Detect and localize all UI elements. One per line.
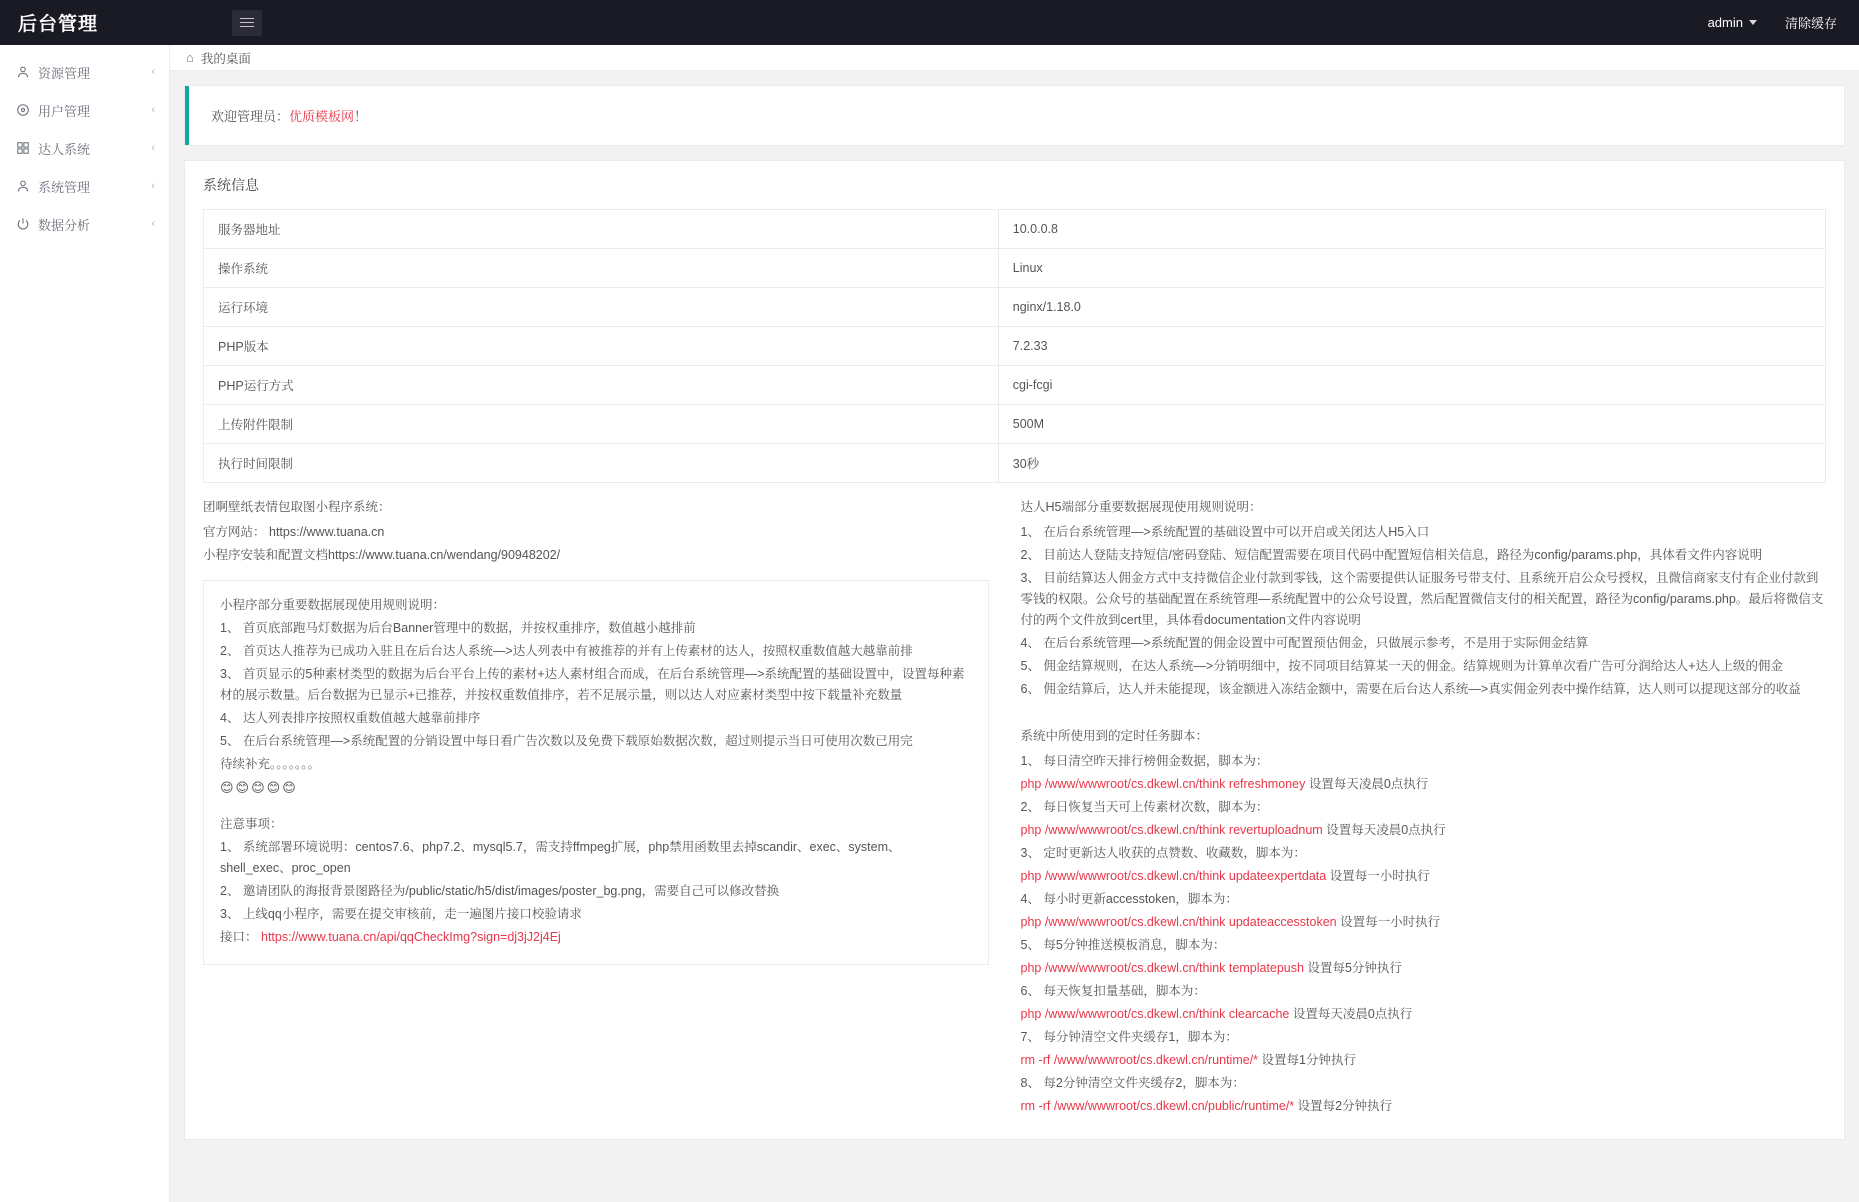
cron-desc: 8、 每2分钟清空文件夹缓存2，脚本为：	[1020, 1076, 1245, 1090]
cron-command: php /www/wwwroot/cs.dkewl.cn/think templatepush	[1020, 961, 1304, 975]
intro-block	[203, 497, 989, 566]
cron-command-line	[1021, 774, 1827, 795]
rule-line: 3、 首页显示的5种素材类型的数据为后台平台上传的素材+达人素材组合而成，在后台系统管理—>系统配置的基础设置中，设置每种素材的展示数量。后台数据为已显示+已推荐，并按权重数值排序，若不足展示量，则以达人对应素材类型中按下载量补充数量	[220, 667, 965, 702]
sidebar	[0, 45, 170, 1202]
emoji-row: 😊😊😊😊😊	[220, 780, 298, 795]
intro-title: 团啊壁纸表情包取图小程序系统：	[203, 500, 391, 514]
sidebar-item-label: 用户管理	[38, 103, 91, 119]
cron-command: rm -rf /www/wwwroot/cs.dkewl.cn/runtime/*	[1020, 1053, 1259, 1067]
table-row	[204, 249, 1826, 288]
cron-note: 设置每天凌晨0点执行	[1292, 1007, 1413, 1021]
chevron-left-icon: ‹	[151, 142, 155, 154]
page-layout	[0, 45, 1859, 1202]
notice-line: 1、 系统部署环境说明：centos7.6、php7.2、mysql5.7，需支持ffmpeg扩展，php禁用函数里去掉scandir、exec、system、shell_exec、proc_open	[220, 840, 901, 875]
top-bar	[0, 0, 1859, 45]
cron-command-line	[1021, 912, 1827, 933]
api-line	[220, 927, 972, 948]
row-value: cgi-fcgi	[998, 366, 1825, 405]
grid-icon	[16, 141, 38, 155]
api-link[interactable]: https://www.tuana.cn/api/qqCheckImg?sign=dj3jJ2j4Ej	[261, 930, 561, 944]
cron-command: php /www/wwwroot/cs.dkewl.cn/think refreshmoney	[1020, 777, 1306, 791]
miniprogram-rules-title: 小程序部分重要数据展现使用规则说明：	[220, 598, 446, 612]
sidebar-item-resource[interactable]	[0, 57, 169, 87]
row-value: nginx/1.18.0	[998, 288, 1825, 327]
eye-icon	[16, 103, 38, 117]
h5-rule-line: 1、 在后台系统管理—>系统配置的基础设置中可以开启或关闭达人H5入口	[1020, 525, 1430, 539]
h5-rule-line: 2、 目前达人登陆支持短信/密码登陆、短信配置需要在项目代码中配置短信相关信息，路径为config/params.php，具体看文件内容说明	[1020, 548, 1763, 562]
cron-note: 设置每一小时执行	[1329, 869, 1430, 883]
table-row	[204, 405, 1826, 444]
miniprogram-rules-box	[203, 580, 989, 965]
sidebar-item-label: 达人系统	[38, 141, 91, 157]
cron-note: 设置每5分钟执行	[1307, 961, 1402, 975]
cron-command: php /www/wwwroot/cs.dkewl.cn/think clearcache	[1020, 1007, 1290, 1021]
cron-note: 设置每天凌晨0点执行	[1308, 777, 1429, 791]
cron-note: 设置每天凌晨0点执行	[1326, 823, 1446, 837]
system-info-table	[203, 209, 1826, 483]
home-icon: ⌂	[186, 50, 194, 65]
cron-command-line	[1021, 958, 1827, 979]
cron-command: rm -rf /www/wwwroot/cs.dkewl.cn/public/runtime/*	[1020, 1099, 1295, 1113]
h5-rules-title: 达人H5端部分重要数据展现使用规则说明：	[1020, 500, 1262, 514]
user-name: admin	[1707, 15, 1743, 30]
sidebar-item-label: 系统管理	[38, 179, 91, 195]
cron-command-line	[1021, 1004, 1827, 1025]
cron-desc: 6、 每天恢复扣量基础，脚本为：	[1020, 984, 1206, 998]
right-column	[1015, 497, 1827, 1119]
cron-note: 设置每2分钟执行	[1297, 1099, 1393, 1113]
page-title: 系统信息	[203, 177, 259, 193]
info-columns	[185, 497, 1844, 1139]
h5-rule-line: 3、 目前结算达人佣金方式中支持微信企业付款到零钱，这个需要提供认证服务号带支付、且系统开启公众号授权，且微信商家支付有企业付款到零钱的权限。公众号的基础配置在系统管理—系统配置中的公众号设置，然后配置微信支付的相关配置，路径为config/params.php。最后将微信支付的两个文件放到cert里，具体看documentation文件内容说明	[1020, 571, 1824, 627]
breadcrumb	[170, 45, 1859, 71]
cron-command: php /www/wwwroot/cs.dkewl.cn/think updateexpertdata	[1020, 869, 1327, 883]
cron-command-line	[1021, 1096, 1827, 1117]
cron-block	[1021, 710, 1827, 1117]
sidebar-item-label: 数据分析	[38, 217, 91, 233]
cron-desc: 4、 每小时更新accesstoken，脚本为：	[1020, 892, 1238, 906]
doc-link-line[interactable]: 小程序安装和配置文档https://www.tuana.cn/wendang/90948202/	[203, 548, 561, 562]
chevron-left-icon: ‹	[151, 180, 155, 192]
cron-desc: 3、 定时更新达人收获的点赞数、收藏数，脚本为：	[1020, 846, 1306, 860]
chevron-down-icon	[1749, 20, 1757, 25]
welcome-prefix: 欢迎管理员：	[211, 109, 290, 124]
welcome-message	[185, 86, 1844, 145]
cron-command-line	[1021, 820, 1827, 841]
row-key: 上传附件限制	[204, 405, 999, 444]
cron-desc: 7、 每分钟清空文件夹缓存1，脚本为：	[1020, 1030, 1238, 1044]
table-row	[204, 210, 1826, 249]
sidebar-item-user[interactable]	[0, 95, 169, 125]
row-key: 操作系统	[204, 249, 999, 288]
notice-title: 注意事项：	[220, 817, 283, 831]
table-row	[204, 444, 1826, 483]
row-key: 服务器地址	[204, 210, 999, 249]
sidebar-item-system[interactable]	[0, 171, 169, 201]
row-key: 执行时间限制	[204, 444, 999, 483]
row-key: 运行环境	[204, 288, 999, 327]
rule-tail: 待续补充。。。。。。。	[220, 757, 321, 771]
notice-line: 2、 邀请团队的海报背景图路径为/public/static/h5/dist/images/poster_bg.png，需要自己可以修改替换	[220, 884, 780, 898]
cron-command: php /www/wwwroot/cs.dkewl.cn/think updateaccesstoken	[1020, 915, 1337, 929]
table-row	[204, 366, 1826, 405]
rule-line: 4、 达人列表排序按照权重数值越大越靠前排序	[220, 711, 481, 725]
cron-desc: 1、 每日清空昨天排行榜佣金数据，脚本为：	[1020, 754, 1269, 768]
welcome-name: 优质模板网	[289, 109, 355, 124]
row-key: PHP版本	[204, 327, 999, 366]
cron-command-line	[1021, 1050, 1827, 1071]
welcome-panel	[184, 85, 1845, 146]
cron-note: 设置每1分钟执行	[1261, 1053, 1356, 1067]
notice-line: 3、 上线qq小程序，需要在提交审核前，走一遍图片接口校验请求	[220, 907, 582, 921]
row-key: PHP运行方式	[204, 366, 999, 405]
row-value: 7.2.33	[998, 327, 1825, 366]
chevron-left-icon: ‹	[151, 218, 155, 230]
cron-command-line	[1021, 866, 1827, 887]
h5-rule-line: 5、 佣金结算规则，在达人系统—>分销明细中，按不同项目结算某一天的佣金。结算规则为计算单次看广告可分润给达人+达人上级的佣金	[1020, 659, 1784, 673]
clear-cache-button[interactable]: 清除缓存	[1784, 16, 1837, 31]
h5-rule-line: 6、 佣金结算后，达人并未能提现，该金额进入冻结金额中，需要在后台达人系统—>真实佣金列表中操作结算，达人则可以提现这部分的收益	[1020, 682, 1801, 696]
cron-command: php /www/wwwroot/cs.dkewl.cn/think revertuploadnum	[1020, 823, 1323, 837]
official-site-line	[203, 522, 989, 543]
cron-desc: 2、 每日恢复当天可上传素材次数，脚本为：	[1020, 800, 1269, 814]
left-column	[203, 497, 1015, 1119]
sidebar-item-analytics[interactable]	[0, 209, 169, 239]
main-content	[170, 45, 1859, 1202]
row-value: Linux	[998, 249, 1825, 288]
user-icon	[16, 179, 38, 193]
h5-rules-block	[1021, 497, 1827, 700]
hamburger-icon[interactable]	[232, 10, 262, 36]
table-row	[204, 327, 1826, 366]
chevron-left-icon: ‹	[151, 104, 155, 116]
table-row	[204, 288, 1826, 327]
cron-desc: 5、 每5分钟推送模板消息，脚本为：	[1020, 938, 1226, 952]
rule-line: 1、 首页底部跑马灯数据为后台Banner管理中的数据，并按权重排序，数值越小越排前	[220, 621, 696, 635]
sidebar-item-label: 资源管理	[38, 65, 91, 81]
user-menu[interactable]	[1708, 15, 1757, 30]
breadcrumb-label: 我的桌面	[200, 51, 251, 66]
row-value: 30秒	[998, 444, 1825, 483]
power-icon	[16, 217, 38, 231]
api-label: 接口：	[220, 930, 258, 944]
welcome-suffix: ！	[354, 109, 368, 124]
system-info-panel	[184, 160, 1845, 1140]
user-icon	[16, 65, 38, 79]
row-value: 10.0.0.8	[998, 210, 1825, 249]
cron-title: 系统中所使用到的定时任务脚本：	[1020, 729, 1209, 743]
official-site-label: 官方网站：	[203, 525, 266, 539]
topbar-right-actions	[1708, 0, 1859, 45]
cron-note: 设置每一小时执行	[1340, 915, 1441, 929]
row-value: 500M	[998, 405, 1825, 444]
app-brand: 后台管理	[18, 14, 99, 35]
rule-line: 5、 在后台系统管理—>系统配置的分销设置中每日看广告次数以及免费下载原始数据次数，超过则提示当日可使用次数已用完	[220, 734, 913, 748]
official-site-link[interactable]: https://www.tuana.cn	[269, 525, 385, 539]
h5-rule-line: 4、 在后台系统管理—>系统配置的佣金设置中可配置预估佣金，只做展示参考，不是用于实际佣金结算	[1020, 636, 1589, 650]
chevron-left-icon: ‹	[151, 66, 155, 78]
sidebar-item-expert[interactable]	[0, 133, 169, 163]
rule-line: 2、 首页达人推荐为已成功入驻且在后台达人系统—>达人列表中有被推荐的并有上传素材的达人，按照权重数值越大越靠前排	[220, 644, 913, 658]
